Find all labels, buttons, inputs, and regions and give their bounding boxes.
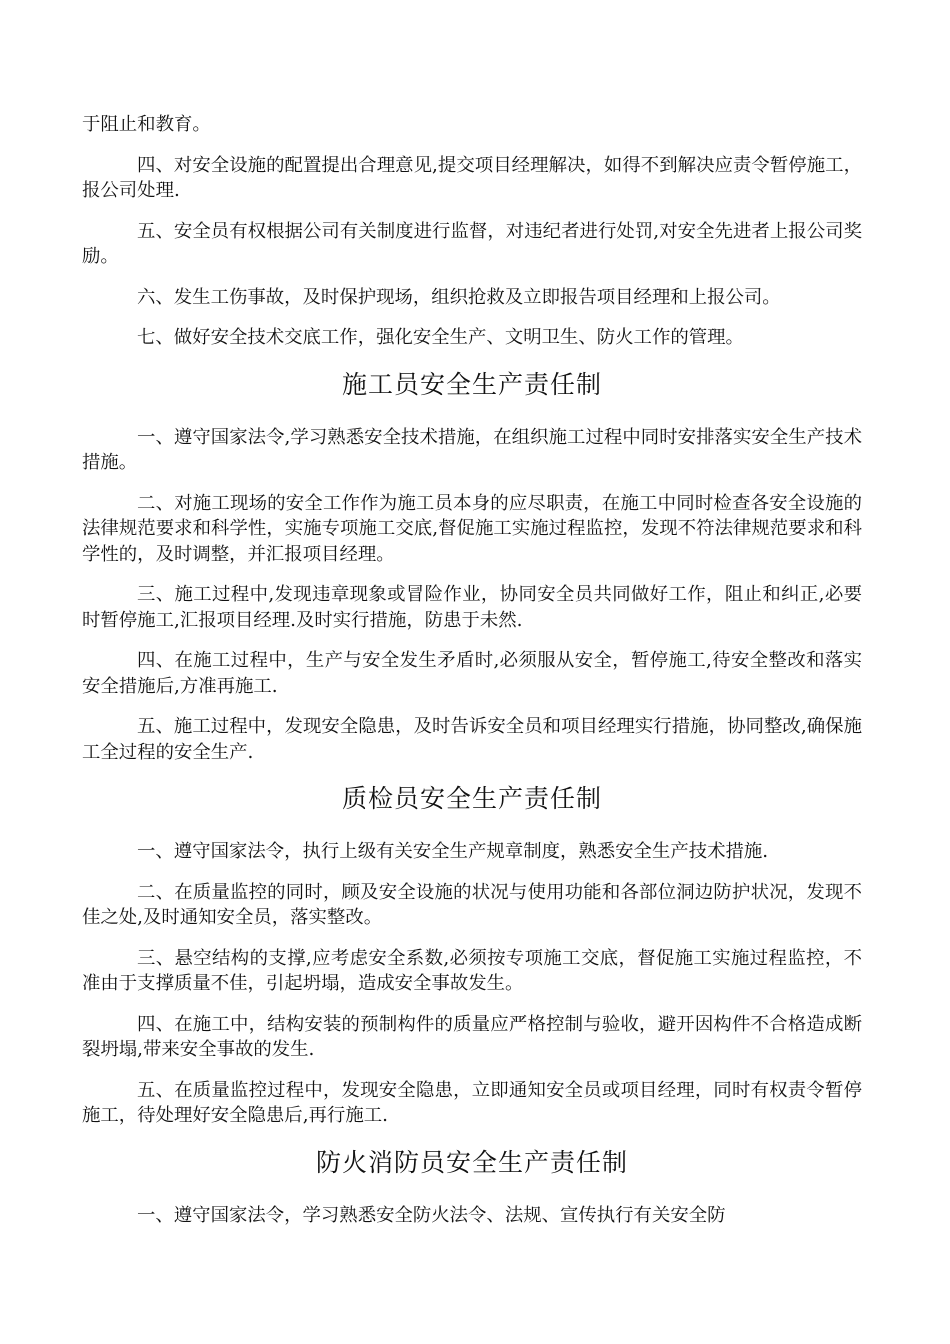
- paragraph: 四、在施工中，结构安装的预制构件的质量应严格控制与验收，避开因构件不合格造成断裂坍塌,带来安全事故的发生.: [82, 1013, 862, 1060]
- section-title: 施工员安全生产责任制: [341, 369, 602, 399]
- paragraph: 六、发生工伤事故，及时保护现场，组织抢救及立即报告项目经理和上报公司。: [137, 286, 781, 308]
- paragraph: 一、遵守国家法令，执行上级有关安全生产规章制度，熟悉安全生产技术措施.: [137, 841, 769, 862]
- paragraph: 五、在质量监控过程中，发现安全隐患，立即通知安全员或项目经理，同时有权责令暂停施工，待处理好安全隐患后,再行施工.: [82, 1079, 862, 1126]
- paragraph: 三、悬空结构的支撑,应考虑安全系数,必须按专项施工交底，督促施工实施过程监控，不准由于支撑质量不佳，引起坍塌，造成安全事故发生。: [82, 947, 862, 994]
- document-page: [82, 112, 862, 1243]
- section-title: 防火消防员安全生产责任制: [315, 1147, 628, 1177]
- paragraph: 七、做好安全技术交底工作，强化安全生产、文明卫生、防火工作的管理。: [137, 327, 744, 348]
- paragraph: 一、遵守国家法令，学习熟悉安全防火法令、法规、宣传执行有关安全防: [137, 1204, 726, 1226]
- continuation-paragraph: 于阻止和教育。: [82, 114, 211, 135]
- paragraph: 二、对施工现场的安全工作作为施工员本身的应尽职责，在施工中同时检查各安全设施的法律规范要求和科学性，实施专项施工交底,督促施工实施过程监控，发现不符法律规范要求和科学性的，及时调整，并汇报项目经理。: [82, 492, 862, 565]
- paragraph: 五、安全员有权根据公司有关制度进行监督，对违纪者进行处罚,对安全先进者上报公司奖励。: [82, 220, 862, 267]
- paragraph: 二、在质量监控的同时，顾及安全设施的状况与使用功能和各部位洞边防护状况，发现不佳之处,及时通知安全员，落实整改。: [82, 881, 862, 928]
- section-title: 质检员安全生产责任制: [341, 784, 602, 813]
- paragraph: 一、遵守国家法令,学习熟悉安全技术措施，在组织施工过程中同时安排落实安全生产技术措施。: [82, 426, 862, 473]
- paragraph: 四、在施工过程中，生产与安全发生矛盾时,必须服从安全，暂停施工,待安全整改和落实安全措施后,方准再施工.: [82, 650, 862, 697]
- paragraph: 四、对安全设施的配置提出合理意见,提交项目经理解决，如得不到解决应责令暂停施工，报公司处理.: [82, 154, 862, 201]
- paragraph: 五、施工过程中，发现安全隐患，及时告诉安全员和项目经理实行措施，协同整改,确保施工全过程的安全生产.: [82, 716, 862, 763]
- paragraph: 三、施工过程中,发现违章现象或冒险作业，协同安全员共同做好工作，阻止和纠正,必要时暂停施工,汇报项目经理.及时实行措施，防患于未然.: [82, 584, 862, 631]
